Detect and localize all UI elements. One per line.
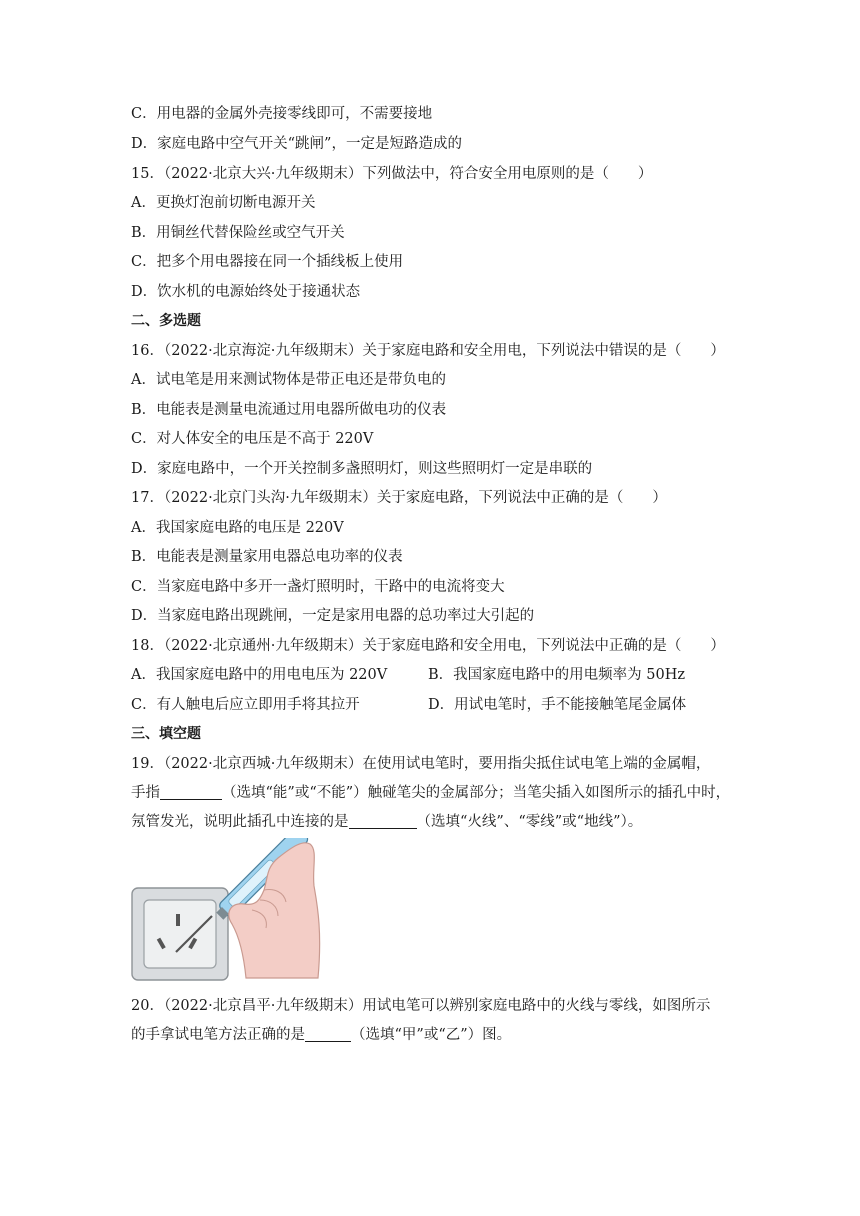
question-19-text: （选填“能”或“不能”）触碰笔尖的金属部分；当笔尖插入如图所示的插孔中时，	[222, 785, 731, 801]
question-19-line-2	[131, 783, 730, 803]
question-19-text: 手指	[131, 785, 160, 801]
question-18: 18．（2022·北京通州·九年级期末）关于家庭电路和安全用电，下列说法中正确的是（ ）	[131, 638, 725, 654]
question-15: 15．（2022·北京大兴·九年级期末）下列做法中，符合安全用电原则的是（ ）	[131, 166, 653, 182]
question-19-line-3	[131, 812, 642, 832]
option-16b: B．电能表是测量电流通过用电器所做电功的仪表	[131, 402, 447, 418]
option-15d: D．饮水机的电源始终处于接通状态	[131, 284, 361, 300]
socket-face	[144, 900, 216, 968]
option-14d: D．家庭电路中空气开关“跳闸”，一定是短路造成的	[131, 136, 462, 152]
question-20-line-2	[131, 1025, 511, 1045]
question-20-text: 的手拿试电笔方法正确的是	[131, 1027, 305, 1043]
option-15c: C．把多个用电器接在同一个插线板上使用	[131, 254, 404, 270]
question-16: 16．（2022·北京海淀·九年级期末）关于家庭电路和安全用电，下列说法中错误的是（ ）	[131, 343, 725, 359]
question-19-text: 氖管发光，说明此插孔中连接的是	[131, 814, 349, 830]
option-18c: C．有人触电后应立即用手将其拉开	[131, 697, 360, 713]
option-16d: D．家庭电路中，一个开关控制多盏照明灯，则这些照明灯一定是串联的	[131, 461, 593, 477]
section-heading-fill-in: 三、填空题	[131, 726, 201, 742]
answer-blank-19b[interactable]	[349, 813, 417, 829]
test-pen-socket-illustration	[128, 838, 360, 984]
question-20-text: （选填“甲”或“乙”）图。	[351, 1027, 512, 1043]
option-18d: D．用试电笔时，手不能接触笔尾金属体	[428, 697, 687, 713]
option-15b: B．用铜丝代替保险丝或空气开关	[131, 225, 345, 241]
option-15a: A．更换灯泡前切断电源开关	[131, 195, 316, 211]
question-17: 17．（2022·北京门头沟·九年级期末）关于家庭电路，下列说法中正确的是（ ）	[131, 490, 667, 506]
hand	[229, 843, 320, 978]
socket-hole-top	[176, 914, 180, 926]
answer-blank-19a[interactable]	[160, 784, 222, 800]
option-14c: C．用电器的金属外壳接零线即可，不需要接地	[131, 106, 433, 122]
option-18b: B．我国家庭电路中的用电频率为 50Hz	[428, 667, 685, 683]
option-17b: B．电能表是测量家用电器总电功率的仪表	[131, 549, 403, 565]
option-16a: A．试电笔是用来测试物体是带正电还是带负电的	[131, 372, 446, 388]
question-20-line-1: 20．（2022·北京昌平·九年级期末）用试电笔可以辨别家庭电路中的火线与零线，如图所示	[131, 998, 711, 1014]
section-heading-multiple-choice: 二、多选题	[131, 313, 201, 329]
option-18a: A．我国家庭电路中的用电电压为 220V	[131, 667, 388, 683]
question-19-line-1: 19．（2022·北京西城·九年级期末）在使用试电笔时，要用指尖抵住试电笔上端的金属帽，	[131, 756, 711, 772]
option-17a: A．我国家庭电路的电压是 220V	[131, 520, 344, 536]
option-17d: D．当家庭电路出现跳闸，一定是家用电器的总功率过大引起的	[131, 608, 535, 624]
question-19-text: （选填“火线”、“零线”或“地线”）。	[416, 814, 643, 830]
answer-blank-20[interactable]	[305, 1026, 351, 1042]
option-16c: C．对人体安全的电压是不高于 220V	[131, 431, 374, 447]
option-17c: C．当家庭电路中多开一盏灯照明时，干路中的电流将变大	[131, 579, 505, 595]
